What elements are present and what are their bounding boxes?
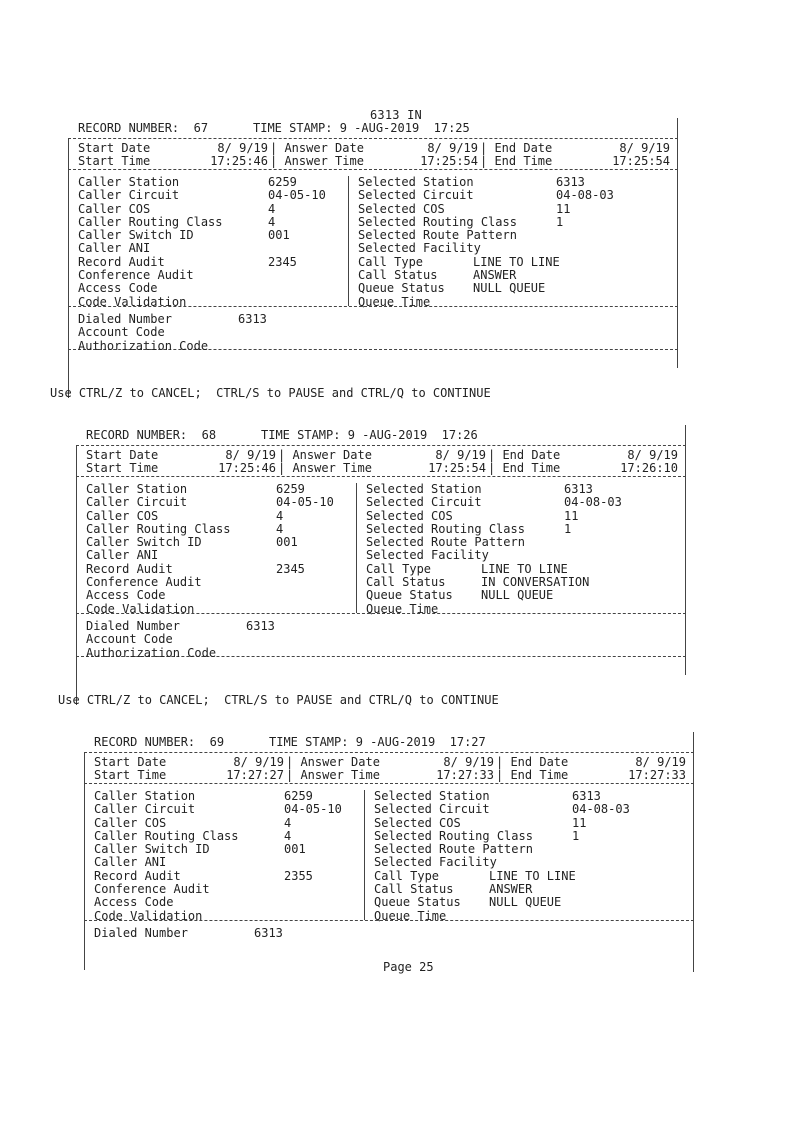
end-values: 8/ 9/19 17:27:33 — [628, 755, 686, 783]
field: 6313 — [246, 619, 275, 633]
field: Caller Switch ID — [86, 535, 202, 550]
record-title — [78, 121, 470, 135]
field — [556, 242, 614, 255]
field — [473, 242, 560, 255]
field: 11 — [564, 508, 579, 523]
field: 1 — [572, 828, 580, 843]
field: Queue Time — [374, 908, 447, 923]
field: 4 — [268, 201, 276, 216]
start-values: 8/ 9/19 17:25:46 — [218, 448, 276, 476]
field: IN CONVERSATION — [481, 575, 590, 590]
column-divider — [364, 790, 365, 920]
field — [473, 176, 560, 189]
field: Caller Switch ID — [78, 228, 194, 243]
start-labels: Start Date Start Time — [78, 141, 151, 169]
field: Selected Circuit — [374, 802, 490, 817]
field: 1 — [556, 214, 564, 229]
field: Selected Route Pattern — [358, 228, 517, 243]
call-record — [84, 732, 694, 963]
field — [284, 883, 342, 896]
field: Queue Time — [366, 601, 439, 616]
caller-field-labels — [94, 790, 239, 923]
field — [246, 647, 275, 660]
answer-labels: | Answer Date | Answer Time — [286, 755, 380, 783]
end-values: 8/ 9/19 17:25:54 — [612, 141, 670, 169]
field: Caller Routing Class — [86, 521, 231, 536]
field: Record Audit — [94, 868, 181, 883]
call-status-values — [473, 176, 560, 309]
field: Selected Route Pattern — [374, 842, 533, 857]
field — [572, 856, 630, 869]
field: Conference Audit — [94, 882, 210, 897]
field: NULL QUEUE — [473, 281, 546, 296]
field: 4 — [276, 521, 284, 536]
field: NULL QUEUE — [489, 895, 562, 910]
field: Authorization Code — [86, 645, 217, 660]
field — [489, 830, 576, 843]
record-title — [94, 735, 486, 749]
caller-field-values — [276, 483, 334, 616]
field: Dialed Number — [78, 312, 172, 326]
field — [564, 563, 622, 576]
field: Queue Status — [366, 588, 453, 603]
field: Selected COS — [374, 815, 461, 830]
time-stamp: TIME STAMP: 9 -AUG-2019 17:26 — [261, 428, 478, 442]
field: 2345 — [276, 561, 305, 576]
field — [556, 229, 614, 242]
field: Call Type — [366, 561, 432, 576]
caller-field-values — [284, 790, 342, 923]
field: Call Type — [358, 254, 424, 269]
start-values: 8/ 9/19 17:27:27 — [226, 755, 284, 783]
field — [564, 536, 622, 549]
field: Access Code — [78, 281, 158, 296]
field: 001 — [284, 842, 306, 857]
field: Selected COS — [366, 508, 453, 523]
call-status-values — [489, 790, 576, 923]
dial-field-values — [254, 927, 283, 940]
field — [572, 843, 630, 856]
field: Caller Circuit — [86, 495, 188, 510]
field — [238, 326, 267, 339]
caller-field-labels — [78, 176, 223, 309]
field: Caller Circuit — [78, 188, 180, 203]
dial-field-labels — [86, 620, 216, 660]
field: Caller Circuit — [94, 802, 196, 817]
field: Access Code — [94, 895, 174, 910]
field: 04-05-10 — [284, 802, 342, 817]
selected-field-values — [564, 483, 622, 616]
answer-values: 8/ 9/19 17:25:54 — [420, 141, 478, 169]
dial-field-labels — [94, 927, 188, 940]
field: Selected Route Pattern — [366, 535, 525, 550]
field: Caller Routing Class — [94, 828, 239, 843]
field: ANSWER — [489, 882, 533, 897]
field — [276, 589, 334, 602]
field: 04-08-03 — [564, 495, 622, 510]
field: 11 — [556, 201, 571, 216]
field: 2345 — [268, 254, 297, 269]
field — [489, 803, 576, 816]
field: Dialed Number — [86, 619, 180, 633]
field: 6313 — [556, 175, 585, 189]
field: Queue Status — [374, 895, 461, 910]
field: LINE TO LINE — [489, 868, 576, 883]
field — [489, 790, 576, 803]
field: 001 — [276, 535, 298, 550]
field: 6259 — [284, 789, 313, 803]
field — [246, 633, 275, 646]
field: Code Validation — [78, 294, 187, 309]
selected-field-values — [572, 790, 630, 923]
field: Call Status — [366, 575, 446, 590]
field: Caller COS — [94, 815, 167, 830]
field — [473, 203, 560, 216]
field — [572, 896, 630, 909]
field: Caller Switch ID — [94, 842, 210, 857]
field: Selected Station — [358, 175, 474, 189]
field: 04-05-10 — [268, 188, 326, 203]
field — [489, 843, 576, 856]
field — [276, 576, 334, 589]
dial-field-values — [238, 313, 267, 353]
field: 6313 — [254, 926, 283, 940]
field: Account Code — [78, 325, 165, 340]
field: Call Type — [374, 868, 440, 883]
field: Caller Routing Class — [78, 214, 223, 229]
field — [268, 269, 326, 282]
field: Queue Time — [358, 294, 431, 309]
field: 04-05-10 — [276, 495, 334, 510]
field: 11 — [572, 815, 587, 830]
field: Queue Status — [358, 281, 445, 296]
field: Record Audit — [78, 254, 165, 269]
field: 2355 — [284, 868, 313, 883]
field — [284, 896, 342, 909]
field: 4 — [284, 828, 292, 843]
field: Selected Routing Class — [358, 214, 517, 229]
field: Selected Routing Class — [374, 828, 533, 843]
field: ANSWER — [473, 268, 517, 283]
field — [284, 856, 342, 869]
answer-values: 8/ 9/19 17:25:54 — [428, 448, 486, 476]
field: Caller COS — [78, 201, 151, 216]
record-number: 69 — [209, 735, 225, 749]
dial-field-labels — [78, 313, 208, 353]
field: 6313 — [238, 312, 267, 326]
field: 001 — [268, 228, 290, 243]
field — [473, 216, 560, 229]
answer-labels: | Answer Date | Answer Time — [270, 141, 364, 169]
record-number: 68 — [201, 428, 217, 442]
field: Selected Facility — [374, 855, 497, 870]
end-values: 8/ 9/19 17:26:10 — [620, 448, 678, 476]
field: Caller COS — [86, 508, 159, 523]
field — [268, 242, 326, 255]
field — [489, 817, 576, 830]
column-divider — [356, 483, 357, 613]
call-record — [76, 425, 686, 660]
record-number-label: RECORD NUMBER: — [78, 121, 194, 135]
field: 1 — [564, 521, 572, 536]
field: Selected Station — [366, 482, 482, 496]
field: Authorization Code — [78, 338, 209, 353]
field: 6259 — [276, 482, 305, 496]
field: 4 — [268, 214, 276, 229]
time-stamp: TIME STAMP: 9 -AUG-2019 17:27 — [269, 735, 486, 749]
field: Selected Circuit — [366, 495, 482, 510]
end-labels: | End Date | End Time — [488, 448, 561, 476]
field — [572, 883, 630, 896]
field: Conference Audit — [86, 575, 202, 590]
field: Account Code — [86, 632, 173, 647]
field: Code Validation — [86, 601, 195, 616]
record-number-label: RECORD NUMBER: — [86, 428, 202, 442]
time-stamp: TIME STAMP: 9 -AUG-2019 17:25 — [253, 121, 470, 135]
column-divider — [348, 176, 349, 306]
field: 4 — [284, 815, 292, 830]
field: 6313 — [572, 789, 601, 803]
start-labels: Start Date Start Time — [94, 755, 167, 783]
field — [564, 576, 622, 589]
start-values: 8/ 9/19 17:25:46 — [210, 141, 268, 169]
field — [473, 189, 560, 202]
field: LINE TO LINE — [473, 254, 560, 269]
field — [564, 549, 622, 562]
field — [556, 282, 614, 295]
field: 04-08-03 — [572, 802, 630, 817]
field: Conference Audit — [78, 268, 194, 283]
field — [572, 870, 630, 883]
field — [564, 589, 622, 602]
field: Selected Circuit — [358, 188, 474, 203]
record-title — [86, 428, 478, 442]
field: Call Status — [374, 882, 454, 897]
continue-prompt: Use CTRL/Z to CANCEL; CTRL/S to PAUSE and CTRL/Q to CONTINUE — [58, 693, 499, 707]
field: Caller ANI — [78, 241, 151, 256]
field: Access Code — [86, 588, 166, 603]
field: 4 — [276, 508, 284, 523]
field: Selected Facility — [366, 548, 489, 563]
field: 04-08-03 — [556, 188, 614, 203]
field — [268, 282, 326, 295]
field: Call Status — [358, 268, 438, 283]
caller-field-values — [268, 176, 326, 309]
end-labels: | End Date | End Time — [480, 141, 553, 169]
caller-field-labels — [86, 483, 231, 616]
field: Dialed Number — [94, 926, 188, 940]
field: Caller Station — [86, 482, 188, 496]
continue-prompt: Use CTRL/Z to CANCEL; CTRL/S to PAUSE and CTRL/Q to CONTINUE — [50, 386, 491, 400]
answer-labels: | Answer Date | Answer Time — [278, 448, 372, 476]
field — [489, 856, 576, 869]
start-labels: Start Date Start Time — [86, 448, 159, 476]
field: NULL QUEUE — [481, 588, 554, 603]
field: 6313 — [564, 482, 593, 496]
field: Caller Station — [78, 175, 180, 189]
field — [238, 340, 267, 353]
field: Selected Routing Class — [366, 521, 525, 536]
end-labels: | End Date | End Time — [496, 755, 569, 783]
page-number: Page 25 — [383, 960, 434, 974]
field — [556, 256, 614, 269]
record-number: 67 — [193, 121, 209, 135]
record-number-label: RECORD NUMBER: — [94, 735, 210, 749]
field: LINE TO LINE — [481, 561, 568, 576]
field — [276, 549, 334, 562]
field: Record Audit — [86, 561, 173, 576]
field: Caller ANI — [94, 855, 167, 870]
selected-field-values — [556, 176, 614, 309]
field: Caller Station — [94, 789, 196, 803]
field: Caller ANI — [86, 548, 159, 563]
field: Selected Facility — [358, 241, 481, 256]
field — [473, 229, 560, 242]
field — [556, 269, 614, 282]
call-record — [68, 118, 678, 353]
dial-field-values — [246, 620, 275, 660]
field: Selected COS — [358, 201, 445, 216]
field: Code Validation — [94, 908, 203, 923]
answer-values: 8/ 9/19 17:27:33 — [436, 755, 494, 783]
field: 6259 — [268, 175, 297, 189]
header-line: 6313 IN — [370, 108, 422, 122]
field: Selected Station — [374, 789, 490, 803]
